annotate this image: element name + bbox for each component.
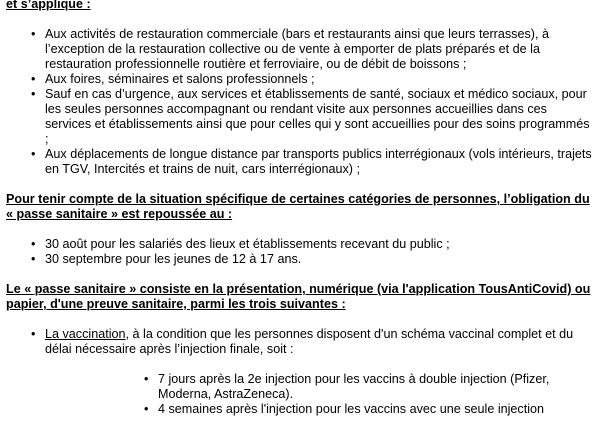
vaccination-term: La vaccination: [45, 327, 126, 341]
list-item: • Aux activités de restauration commerciale (bars et restaurants ainsi que leurs terrasses), à l’exception de la restauration collective ou de vente à emporter de plats préparés et de la restauration professionnelle routière et ferroviaire, ou de débit de boissons ;: [45, 27, 596, 72]
list-item: • 30 août pour les salariés des lieux et établissements recevant du public ;: [45, 237, 596, 252]
section-heading-report: Pour tenir compte de la situation spécifique de certaines catégories de personnes, l’obligation du « passe sanitaire » est repoussée au :: [6, 192, 590, 221]
section-heading-passe-sanitaire: Le « passe sanitaire » consiste en la présentation, numérique (via l'application TousAntiCovid) ou papier, d'une preuve sanitaire, parmi les trois suivantes :: [6, 282, 591, 311]
sub-list-item: • 4 semaines après l'injection pour les vaccins avec une seule injection: [158, 402, 596, 417]
list-item: • Sauf en cas d’urgence, aux services et établissements de santé, sociaux et médico sociaux, pour les seules personnes accompagnant ou rendant visite aux personnes accueillies dans ces services et établissements ainsi que pour celles qui y sont accueillies pour des soins programmés ;: [45, 87, 596, 147]
postponement-list: [6, 237, 596, 267]
list-item: • Aux déplacements de longue distance par transports publics interrégionaux (vols intérieurs, trajets en TGV, Intercités et trains de nuit, cars interrégionaux) ;: [45, 147, 596, 177]
list-item: • Aux foires, séminaires et salons professionnels ;: [45, 72, 596, 87]
list-item: • 30 septembre pour les jeunes de 12 à 17 ans.: [45, 252, 596, 267]
vaccination-delay-list: [45, 372, 596, 417]
document-body: [6, 0, 596, 432]
proof-list: [6, 327, 596, 417]
sub-list-item: • 7 jours après la 2e injection pour les vaccins à double injection (Pfizer, Moderna, AstraZeneca).: [158, 372, 596, 402]
list-item-vaccination: [45, 327, 596, 417]
section-heading-applique: et s’applique :: [6, 0, 91, 11]
vaccination-text: , à la condition que les personnes disposent d'un schéma vaccinal complet et du délai nécessaire après l’injection finale, soit :: [45, 327, 574, 356]
application-list: [6, 27, 596, 177]
